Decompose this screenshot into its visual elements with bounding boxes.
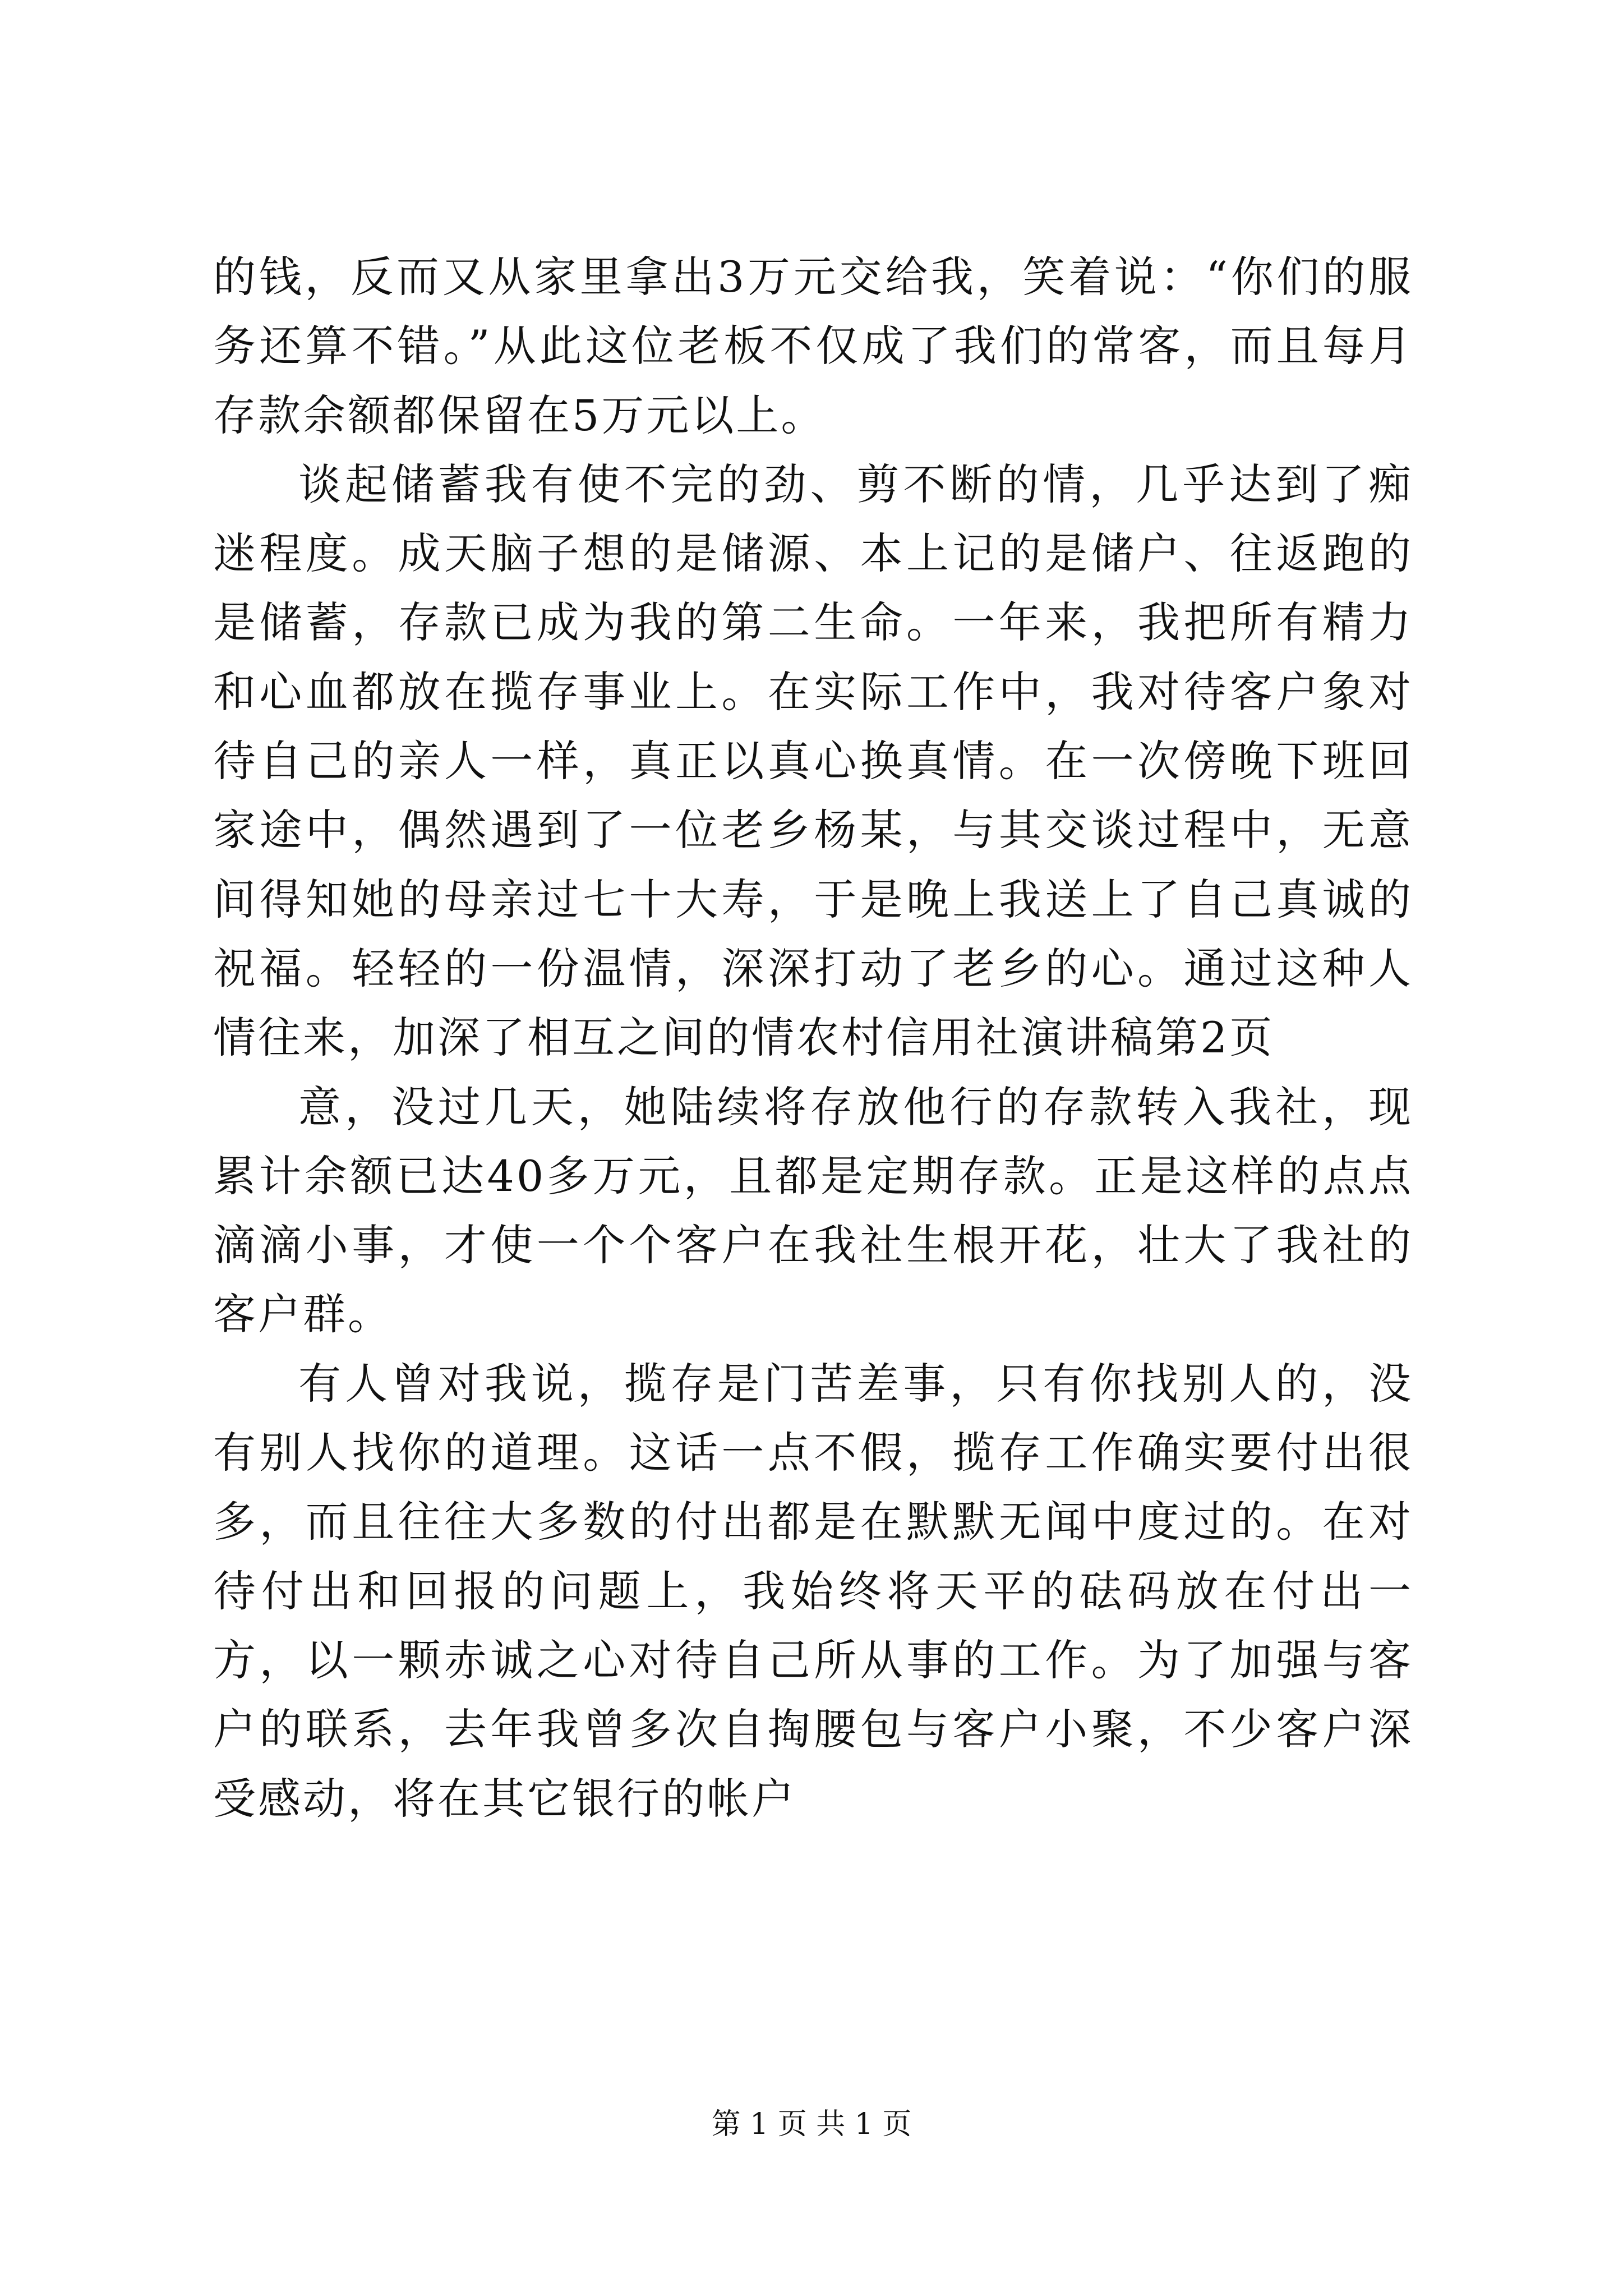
- paragraph-3: 意，没过几天，她陆续将存放他行的存款转入我社，现累计余额已达40多万元，且都是定期存款。正是这样的点点滴滴小事，才使一个个客户在我社生根开花，壮大了我社的客户群。: [213, 1082, 1413, 1340]
- page-footer: 第 1 页 共 1 页: [711, 2108, 912, 2141]
- document-body: [213, 242, 1413, 1833]
- paragraph-1: 的钱，反而又从家里拿出3万元交给我，笑着说：“你们的服务还算不错。”从此这位老板不仅成了我们的常客，而且每月存款余额都保留在5万元以上。: [213, 252, 1413, 440]
- paragraph-2: 谈起储蓄我有使不完的劲、剪不断的情，几乎达到了痴迷程度。成天脑子想的是储源、本上记的是储户、往返跑的是储蓄，存款已成为我的第二生命。一年来，我把所有精力和心血都放在揽存事业上。在实际工作中，我对待客户象对待自己的亲人一样，真正以真心换真情。在一次傍晚下班回家途中，偶然遇到了一位老乡杨某，与其交谈过程中，无意间得知她的母亲过七十大寿，于是晚上我送上了自己真诚的祝福。轻轻的一份温情，深深打动了老乡的心。通过这种人情往来，加深了相互之间的情农村信用社演讲稿第2页: [213, 459, 1413, 1063]
- paragraph-4: 有人曾对我说，揽存是门苦差事，只有你找别人的，没有别人找你的道理。这话一点不假，揽存工作确实要付出很多，而且往往大多数的付出都是在默默无闻中度过的。在对待付出和回报的问题上，我始终将天平的砝码放在付出一方，以一颗赤诚之心对待自己所从事的工作。为了加强与客户的联系，去年我曾多次自掏腰包与客户小聚，不少客户深受感动，将在其它银行的帐户: [213, 1358, 1413, 1824]
